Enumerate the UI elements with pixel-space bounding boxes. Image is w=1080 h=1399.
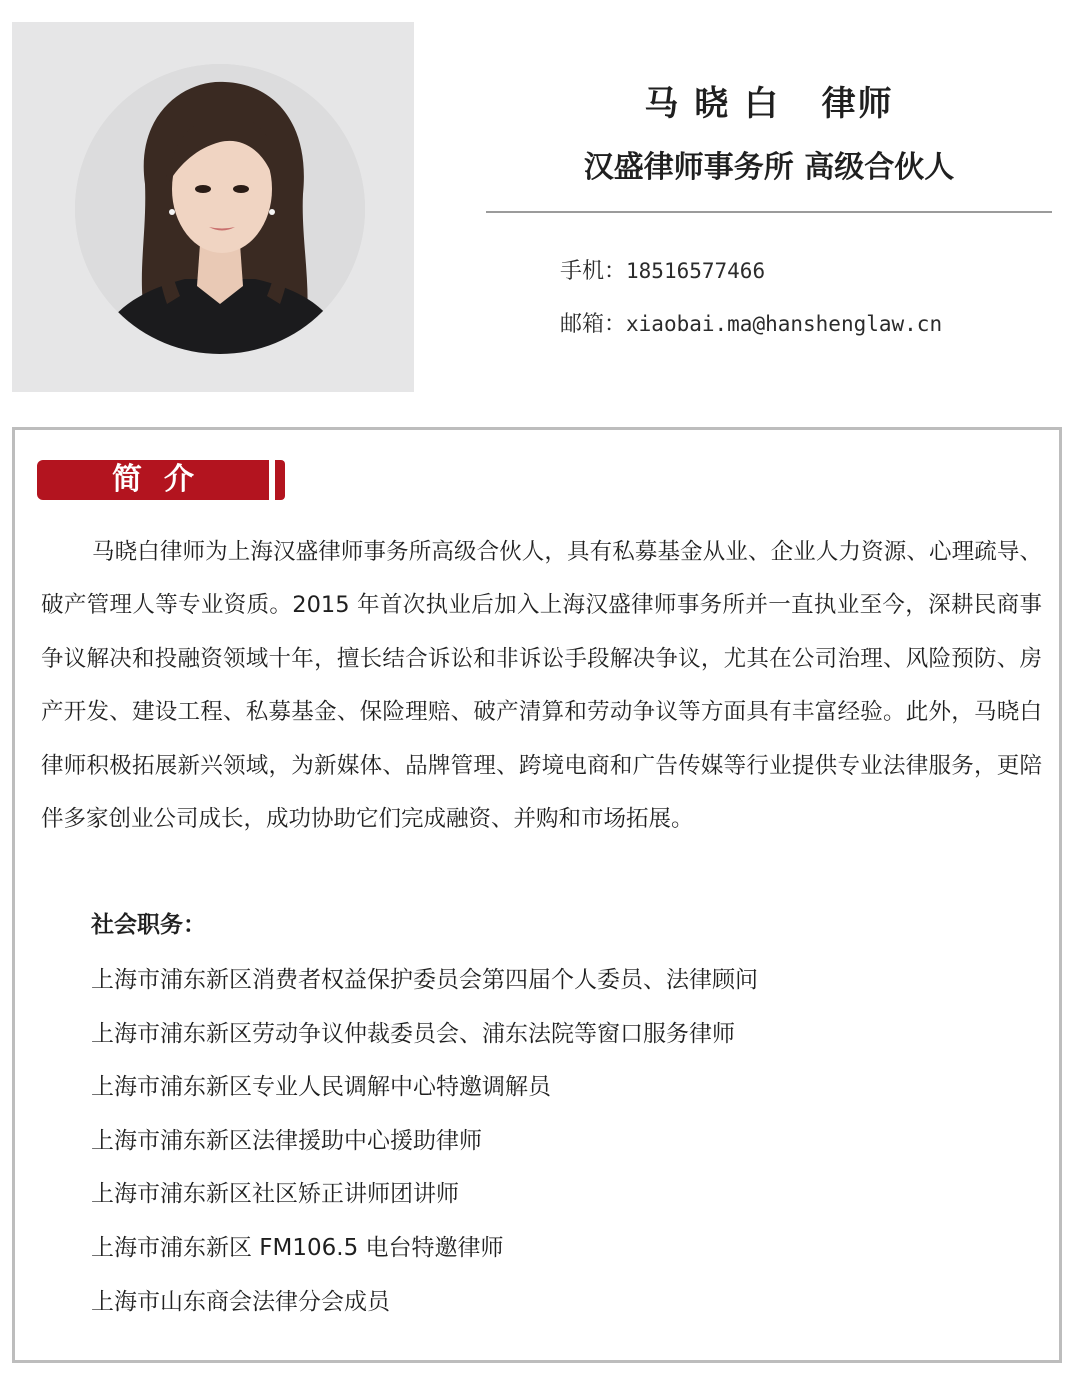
duty-item: 上海市浦东新区消费者权益保护委员会第四届个人委员、法律顾问 — [91, 967, 758, 993]
phone-number[interactable]: 18516577466 — [626, 259, 766, 283]
lawyer-title: 汉盛律师事务所 高级合伙人 — [583, 150, 955, 185]
photo-panel — [12, 22, 414, 392]
intro-heading: 简介 — [37, 460, 269, 500]
email-address[interactable]: xiaobai.ma@hanshenglaw.cn — [626, 312, 943, 336]
email-label: 邮箱： — [560, 312, 627, 337]
duty-item: 上海市浦东新区 FM106.5 电台特邀律师 — [91, 1234, 504, 1261]
duties-heading: 社会职务： — [91, 912, 206, 938]
portrait-photo — [75, 64, 365, 354]
duty-item: 上海市浦东新区法律援助中心援助律师 — [91, 1127, 482, 1154]
heading-tab-edge — [275, 460, 285, 500]
lawyer-name: 马 晓 白 律师 — [644, 84, 894, 124]
duties-list — [91, 956, 758, 1331]
phone-label: 手机： — [560, 259, 627, 284]
duty-item: 上海市山东商会法律分会成员 — [91, 1288, 390, 1315]
header-divider — [486, 211, 1052, 213]
contact-email — [560, 307, 942, 338]
portrait-illustration — [75, 64, 365, 354]
contact-phone — [560, 254, 765, 285]
intro-paragraph: 马晓白律师为上海汉盛律师事务所高级合伙人，具有私募基金从业、企业人力资源、心理疏导、破产管理人等专业资质。2015 年首次执业后加入上海汉盛律师事务所并一直执业至今，深耕民商事争议解决和投融资领域十年，擅长结合诉讼和非诉讼手段解决争议，尤其在公司治理、风险预防、房产开发、建设工程、私募基金、保险理赔、破产清算和劳动争议等方面具有丰富经验。此外，马晓白律师积极拓展新兴领域，为新媒体、品牌管理、跨境电商和广告传媒等行业提供专业法律服务，更陪伴多家创业公司成长，成功协助它们完成融资、并购和市场拓展。 — [41, 539, 1042, 833]
duty-item: 上海市浦东新区劳动争议仲裁委员会、浦东法院等窗口服务律师 — [91, 1020, 735, 1047]
duty-item: 上海市浦东新区社区矫正讲师团讲师 — [91, 1181, 459, 1208]
duty-item: 上海市浦东新区专业人民调解中心特邀调解员 — [91, 1074, 551, 1101]
